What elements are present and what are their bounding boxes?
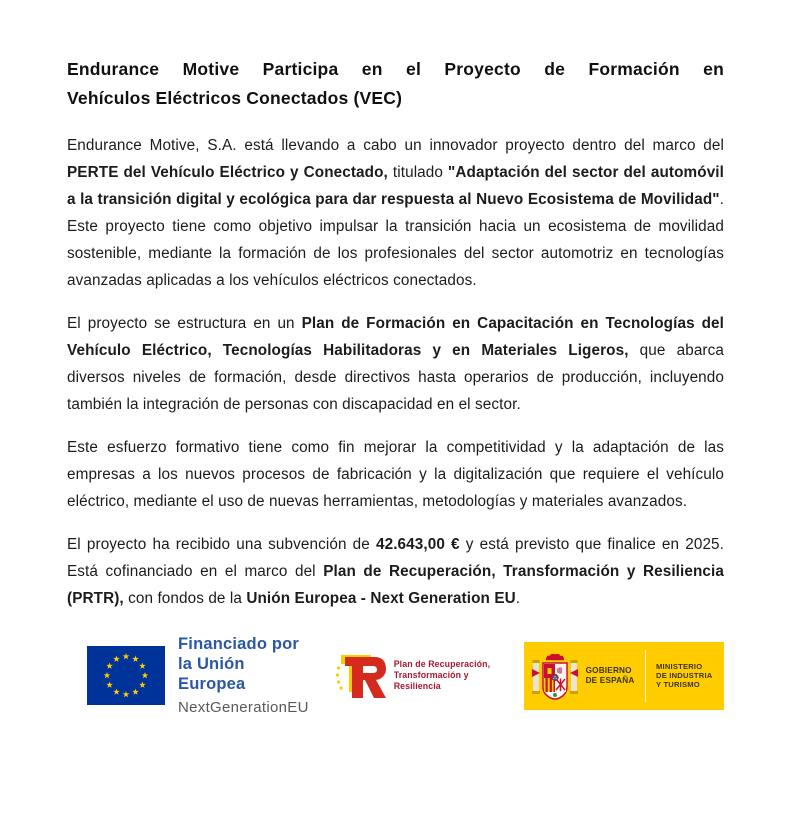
paragraph bbox=[67, 310, 724, 418]
prtr-line-2: Transformación y Resiliencia bbox=[393, 670, 469, 691]
ministerio-text bbox=[656, 662, 712, 689]
funding-logos-row bbox=[87, 634, 724, 717]
paragraph-bold-segment: "Adaptación del sector del automóvil a la transición digital y ecológica para dar respuesta al Nuevo Ecosistema de Movilidad" bbox=[67, 164, 725, 208]
gobierno-line-2: DE ESPAÑA bbox=[585, 675, 635, 685]
article-body bbox=[67, 132, 724, 612]
paragraph-text-segment: Endurance Motive, S.A. está llevando a cabo un innovador proyecto dentro del marco del bbox=[67, 137, 724, 154]
paragraph-bold-segment: Plan de Recuperación, Transformación y Resiliencia (PRTR), bbox=[67, 563, 724, 607]
paragraph bbox=[67, 434, 724, 515]
prtr-logo bbox=[335, 648, 512, 704]
paragraph-text-segment: . Este proyecto tiene como objetivo impulsar la transición hacia un ecosistema de movilidad sostenible, mediante la formación de los profesionales del sector automotriz en tecnologías avanzadas aplicadas a los vehículos eléctricos conectados. bbox=[67, 191, 724, 289]
paragraph-text-segment: titulado bbox=[387, 164, 448, 181]
eu-funding-text bbox=[178, 634, 309, 717]
eu-funded-line-1: Financiado por bbox=[178, 635, 300, 653]
paragraph-text-segment: El proyecto ha recibido una subvención de bbox=[67, 536, 376, 553]
gobierno-line-1: GOBIERNO bbox=[585, 666, 632, 675]
prtr-text bbox=[394, 659, 512, 692]
ministerio-line-1: MINISTERIO bbox=[656, 662, 703, 671]
paragraph-bold-segment: PERTE del Vehículo Eléctrico y Conectado, bbox=[67, 164, 388, 181]
paragraph-bold-segment: Unión Europea - Next Generation EU bbox=[246, 590, 516, 607]
eu-funding-logo bbox=[87, 634, 309, 717]
title-line-2: Vehículos Eléctricos Conectados (VEC) bbox=[67, 87, 403, 108]
ministerio-line-3: Y TURISMO bbox=[656, 680, 700, 689]
paragraph bbox=[67, 531, 724, 612]
prtr-line-1: Plan de Recuperación, bbox=[393, 659, 491, 669]
paragraph-text-segment: El proyecto se estructura en un bbox=[67, 315, 302, 332]
article-content bbox=[67, 55, 724, 717]
nextgeneu-label: NextGenerationEU bbox=[178, 699, 309, 716]
paragraph-text-segment: . bbox=[515, 590, 521, 607]
paragraph bbox=[67, 132, 724, 294]
eu-flag-icon bbox=[87, 646, 165, 705]
ministerio-line-2: DE INDUSTRIA bbox=[656, 671, 713, 680]
title-line-1: Endurance Motive Participa en el Proyecto de Formación en bbox=[67, 59, 724, 79]
paragraph-text-segment: y está previsto que finalice en 2025. Está cofinanciado en el marco del bbox=[67, 536, 725, 580]
gov-logo-divider bbox=[645, 650, 647, 702]
paragraph-text-segment: Este esfuerzo formativo tiene como fin mejorar la competitividad y la adaptación de las empresas a los nuevos procesos de fabricación y la digitalización que requiere el vehículo eléctrico, mediante el uso de nuevas herramientas, metodologías y materiales avanzados. bbox=[67, 439, 724, 510]
paragraph-bold-segment: Plan de Formación en Capacitación en Tecnologías del Vehículo Eléctrico, Tecnologías Habilitadoras y en Materiales Ligeros, bbox=[67, 315, 725, 359]
paragraph-text-segment: que abarca diversos niveles de formación, desde directivos hasta operarios de producción, incluyendo también la integración de personas con discapacidad en el sector. bbox=[67, 342, 724, 413]
spain-coat-of-arms-icon bbox=[532, 647, 578, 705]
paragraph-bold-segment: 42.643,00 € bbox=[375, 536, 460, 553]
spain-government-logo bbox=[524, 642, 724, 710]
gobierno-text bbox=[586, 666, 635, 685]
page-title bbox=[67, 55, 724, 112]
paragraph-text-segment: con fondos de la bbox=[123, 590, 247, 607]
eu-funded-line-2: la Unión Europea bbox=[178, 655, 246, 693]
prtr-tr-icon bbox=[335, 648, 389, 704]
